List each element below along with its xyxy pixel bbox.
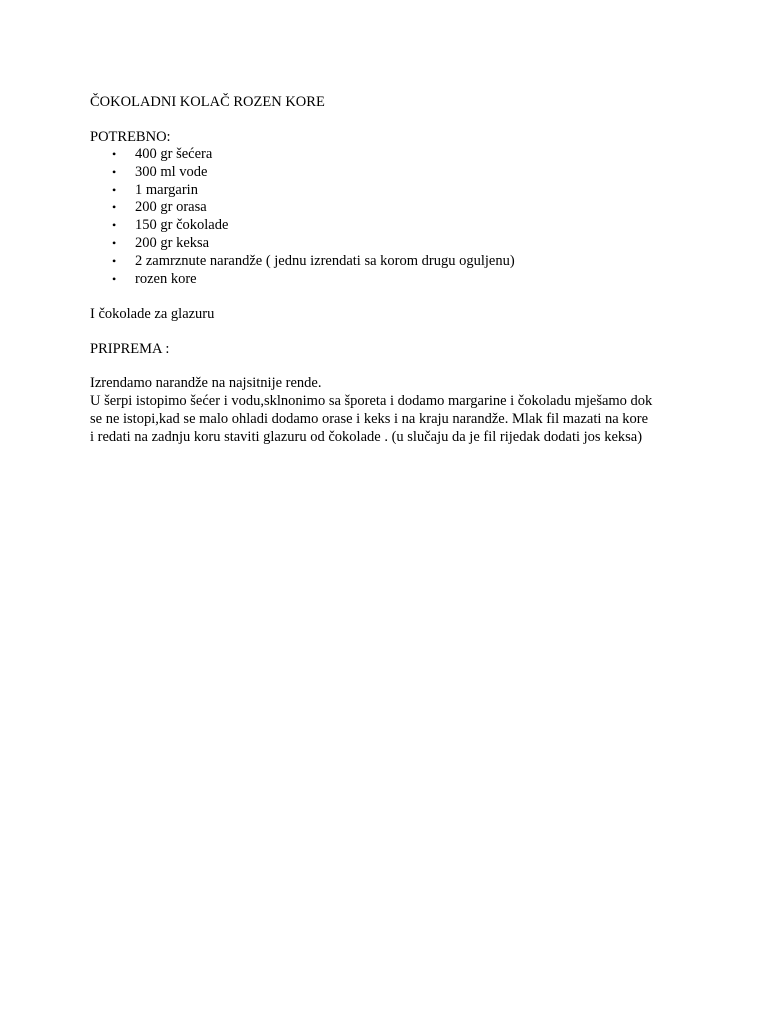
preparation-paragraph: [90, 375, 690, 446]
spacer: [90, 288, 690, 305]
bullet-icon: •: [112, 200, 117, 215]
preparation-line: Izrendamo narandže na najsitnije rende.: [90, 375, 322, 392]
bullet-icon: •: [112, 235, 117, 250]
ingredient-text: 300 ml vode: [135, 163, 208, 180]
ingredient-text: 200 gr keksa: [135, 234, 210, 251]
bullet-icon: •: [112, 218, 117, 233]
ingredient-text: 2 zamrznute narandže ( jednu izrendati sa korom drugu oguljenu): [135, 252, 515, 269]
needed-heading: POTREBNO:: [90, 129, 171, 145]
preparation-line: se ne istopi,kad se malo ohladi dodamo orase i keks i na kraju narandže. Mlak fil mazati na kore: [90, 410, 649, 427]
bullet-icon: •: [112, 271, 117, 286]
spacer: [90, 323, 690, 340]
bullet-icon: •: [112, 182, 117, 197]
ingredient-text: 200 gr orasa: [135, 199, 207, 216]
ingredient-text: 1 margarin: [135, 181, 198, 198]
ingredient-text: 400 gr šećera: [135, 146, 213, 162]
preparation-heading: PRIPREMA :: [90, 341, 170, 358]
preparation-line: i redati na zadnju koru staviti glazuru od čokolade . (u slučaju da je fil rijedak dodati jos keksa): [90, 428, 643, 445]
document-page: [90, 93, 690, 447]
ingredient-item: [90, 146, 690, 164]
ingredient-item: [90, 271, 690, 289]
bullet-icon: •: [112, 147, 117, 161]
ingredient-item: [90, 164, 690, 182]
spacer: [90, 358, 690, 375]
ingredient-item: [90, 199, 690, 217]
ingredient-text: rozen kore: [135, 270, 197, 287]
ingredient-item: [90, 235, 690, 253]
spacer: [90, 111, 690, 128]
ingredient-item: [90, 217, 690, 235]
glaze-note: I čokolade za glazuru: [90, 306, 215, 323]
preparation-line: U šerpi istopimo šećer i vodu,sklnonimo sa šporeta i dodamo margarine i čokoladu mješamo dok: [90, 393, 653, 410]
ingredient-list: [90, 146, 690, 288]
ingredient-item: [90, 253, 690, 271]
bullet-icon: •: [112, 164, 117, 179]
ingredient-item: [90, 182, 690, 200]
bullet-icon: •: [112, 253, 117, 268]
ingredient-text: 150 gr čokolade: [135, 217, 229, 234]
recipe-title: ČOKOLADNI KOLAČ ROZEN KORE: [90, 94, 325, 110]
